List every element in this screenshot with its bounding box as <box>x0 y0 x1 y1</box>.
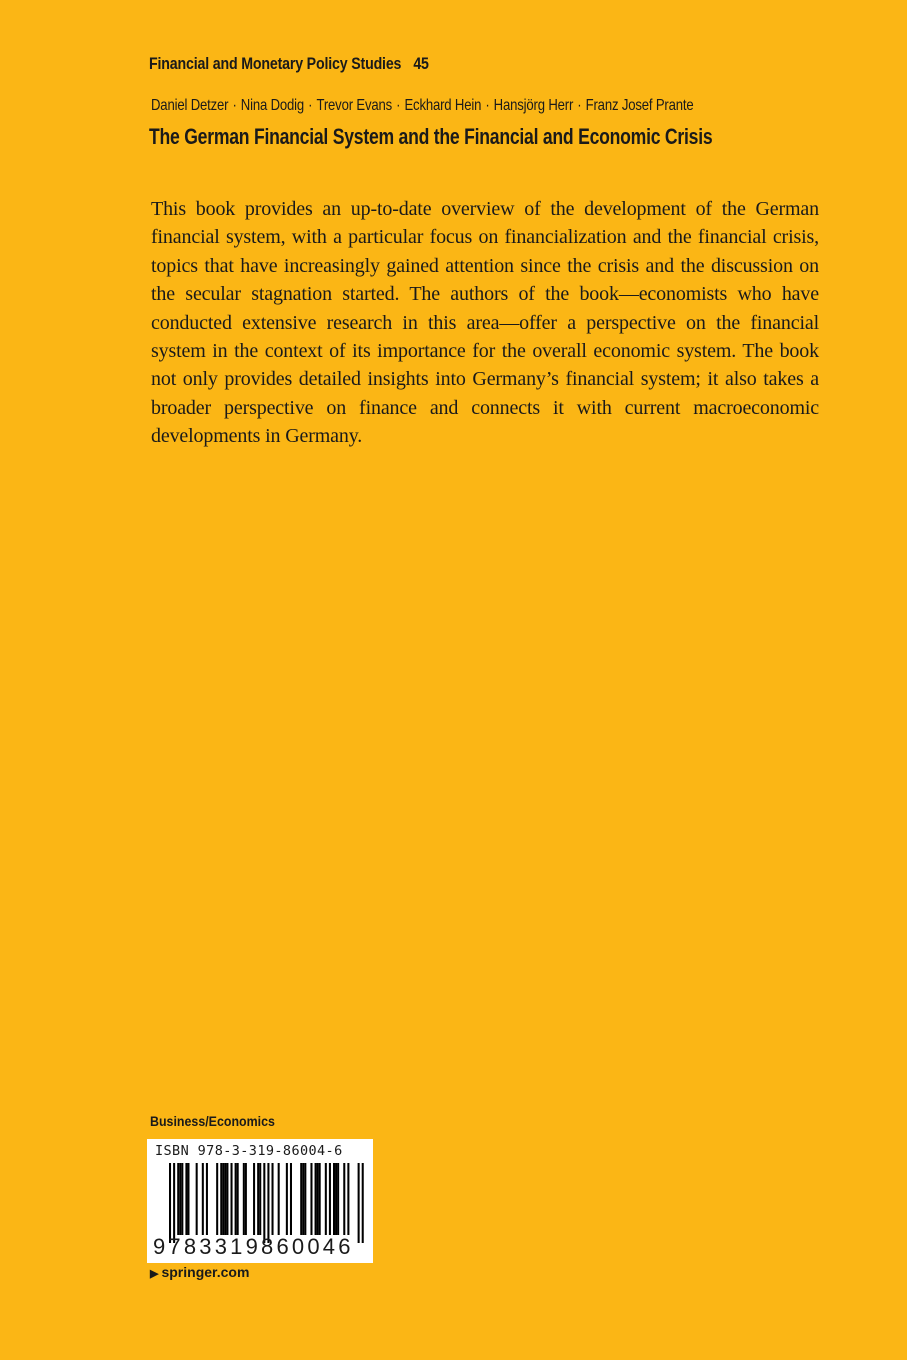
author-name: Franz Josef Prante <box>585 97 694 114</box>
author-separator: · <box>232 97 237 114</box>
barcode-bar <box>272 1163 274 1235</box>
barcode-bar <box>317 1163 319 1235</box>
barcode-bar <box>257 1163 259 1235</box>
publisher-url: springer.com <box>161 1264 250 1280</box>
author-separator: · <box>396 97 401 114</box>
author-name: Nina Dodig <box>240 97 305 114</box>
barcode-bar <box>319 1163 321 1235</box>
book-title: The German Financial System and the Financial and Economic Crisis <box>149 124 713 149</box>
ean-digits: 9783319860046 <box>153 1234 354 1259</box>
barcode-bar <box>237 1163 239 1235</box>
barcode-bar <box>362 1163 364 1243</box>
subject-category: Business/Economics <box>150 1114 275 1129</box>
barcode-bar <box>169 1163 171 1243</box>
barcode-bar <box>196 1163 198 1235</box>
barcode-bar <box>263 1163 265 1243</box>
barcode-bar <box>187 1163 189 1235</box>
author-separator: · <box>485 97 490 114</box>
barcode-bar <box>173 1163 175 1243</box>
barcode-bar <box>329 1163 331 1235</box>
barcode-bar <box>315 1163 317 1235</box>
book-blurb: This book provides an up-to-date overview of the development of the German financial system, with a particular focus on financialization and the financial crisis, topics that have increasingly gained attention since the crisis and the discussion on the secular stagnation started. The authors of the book—economists who have conducted extensive research in this area—offer a perspective on the financial system in the context of its importance for the overall economic system. The book not only provides detailed insights into Germany’s financial system; it also takes a broader perspective on finance and connects it with current macroeconomic developments in Germany. <box>151 198 819 448</box>
barcode-bar <box>231 1163 233 1235</box>
author-name: Trevor Evans <box>316 97 393 114</box>
barcode-bar <box>222 1163 224 1235</box>
barcode-bar <box>302 1163 304 1235</box>
barcode-bar <box>243 1163 245 1235</box>
author-separator: · <box>308 97 313 114</box>
barcode-bar <box>286 1163 288 1235</box>
barcode-bar <box>226 1163 228 1235</box>
barcode-bar <box>337 1163 339 1235</box>
author-name: Daniel Detzer <box>151 97 229 114</box>
series-name: Financial and Monetary Policy Studies <box>149 55 402 73</box>
author-name: Eckhard Hein <box>404 97 482 114</box>
barcode-bar <box>347 1163 349 1235</box>
barcode-bar <box>333 1163 335 1235</box>
arrow-right-icon: ▶ <box>150 1268 159 1280</box>
barcode-bar <box>206 1163 208 1235</box>
barcode-bar <box>335 1163 337 1235</box>
barcode-bar <box>245 1163 247 1235</box>
barcode-bar <box>310 1163 312 1235</box>
barcode-bar <box>267 1163 269 1243</box>
barcode-bar <box>300 1163 302 1235</box>
barcode-bar <box>177 1163 179 1235</box>
series-volume: 45 <box>413 55 429 73</box>
barcode-bar <box>220 1163 222 1235</box>
barcode-bar <box>253 1163 255 1235</box>
barcode-bar <box>259 1163 261 1235</box>
isbn-label: ISBN 978-3-319-86004-6 <box>155 1143 343 1159</box>
publisher-link[interactable] <box>150 1264 249 1280</box>
author-list <box>151 97 694 115</box>
barcode-bar <box>181 1163 183 1235</box>
barcode-bar <box>304 1163 306 1235</box>
barcode-bar <box>358 1163 360 1243</box>
barcode-bar <box>224 1163 226 1235</box>
barcode-bar <box>343 1163 345 1235</box>
author-name: Hansjörg Herr <box>493 97 574 114</box>
barcode-bar <box>179 1163 181 1235</box>
barcode-bar <box>185 1163 187 1235</box>
barcode-bar <box>202 1163 204 1235</box>
barcode-bar <box>278 1163 280 1235</box>
barcode-bar <box>290 1163 292 1235</box>
barcode-bar <box>216 1163 218 1235</box>
barcode-bar <box>235 1163 237 1235</box>
author-separator: · <box>577 97 582 114</box>
series-line <box>149 55 429 74</box>
barcode-bar <box>325 1163 327 1235</box>
isbn-barcode <box>147 1139 373 1263</box>
